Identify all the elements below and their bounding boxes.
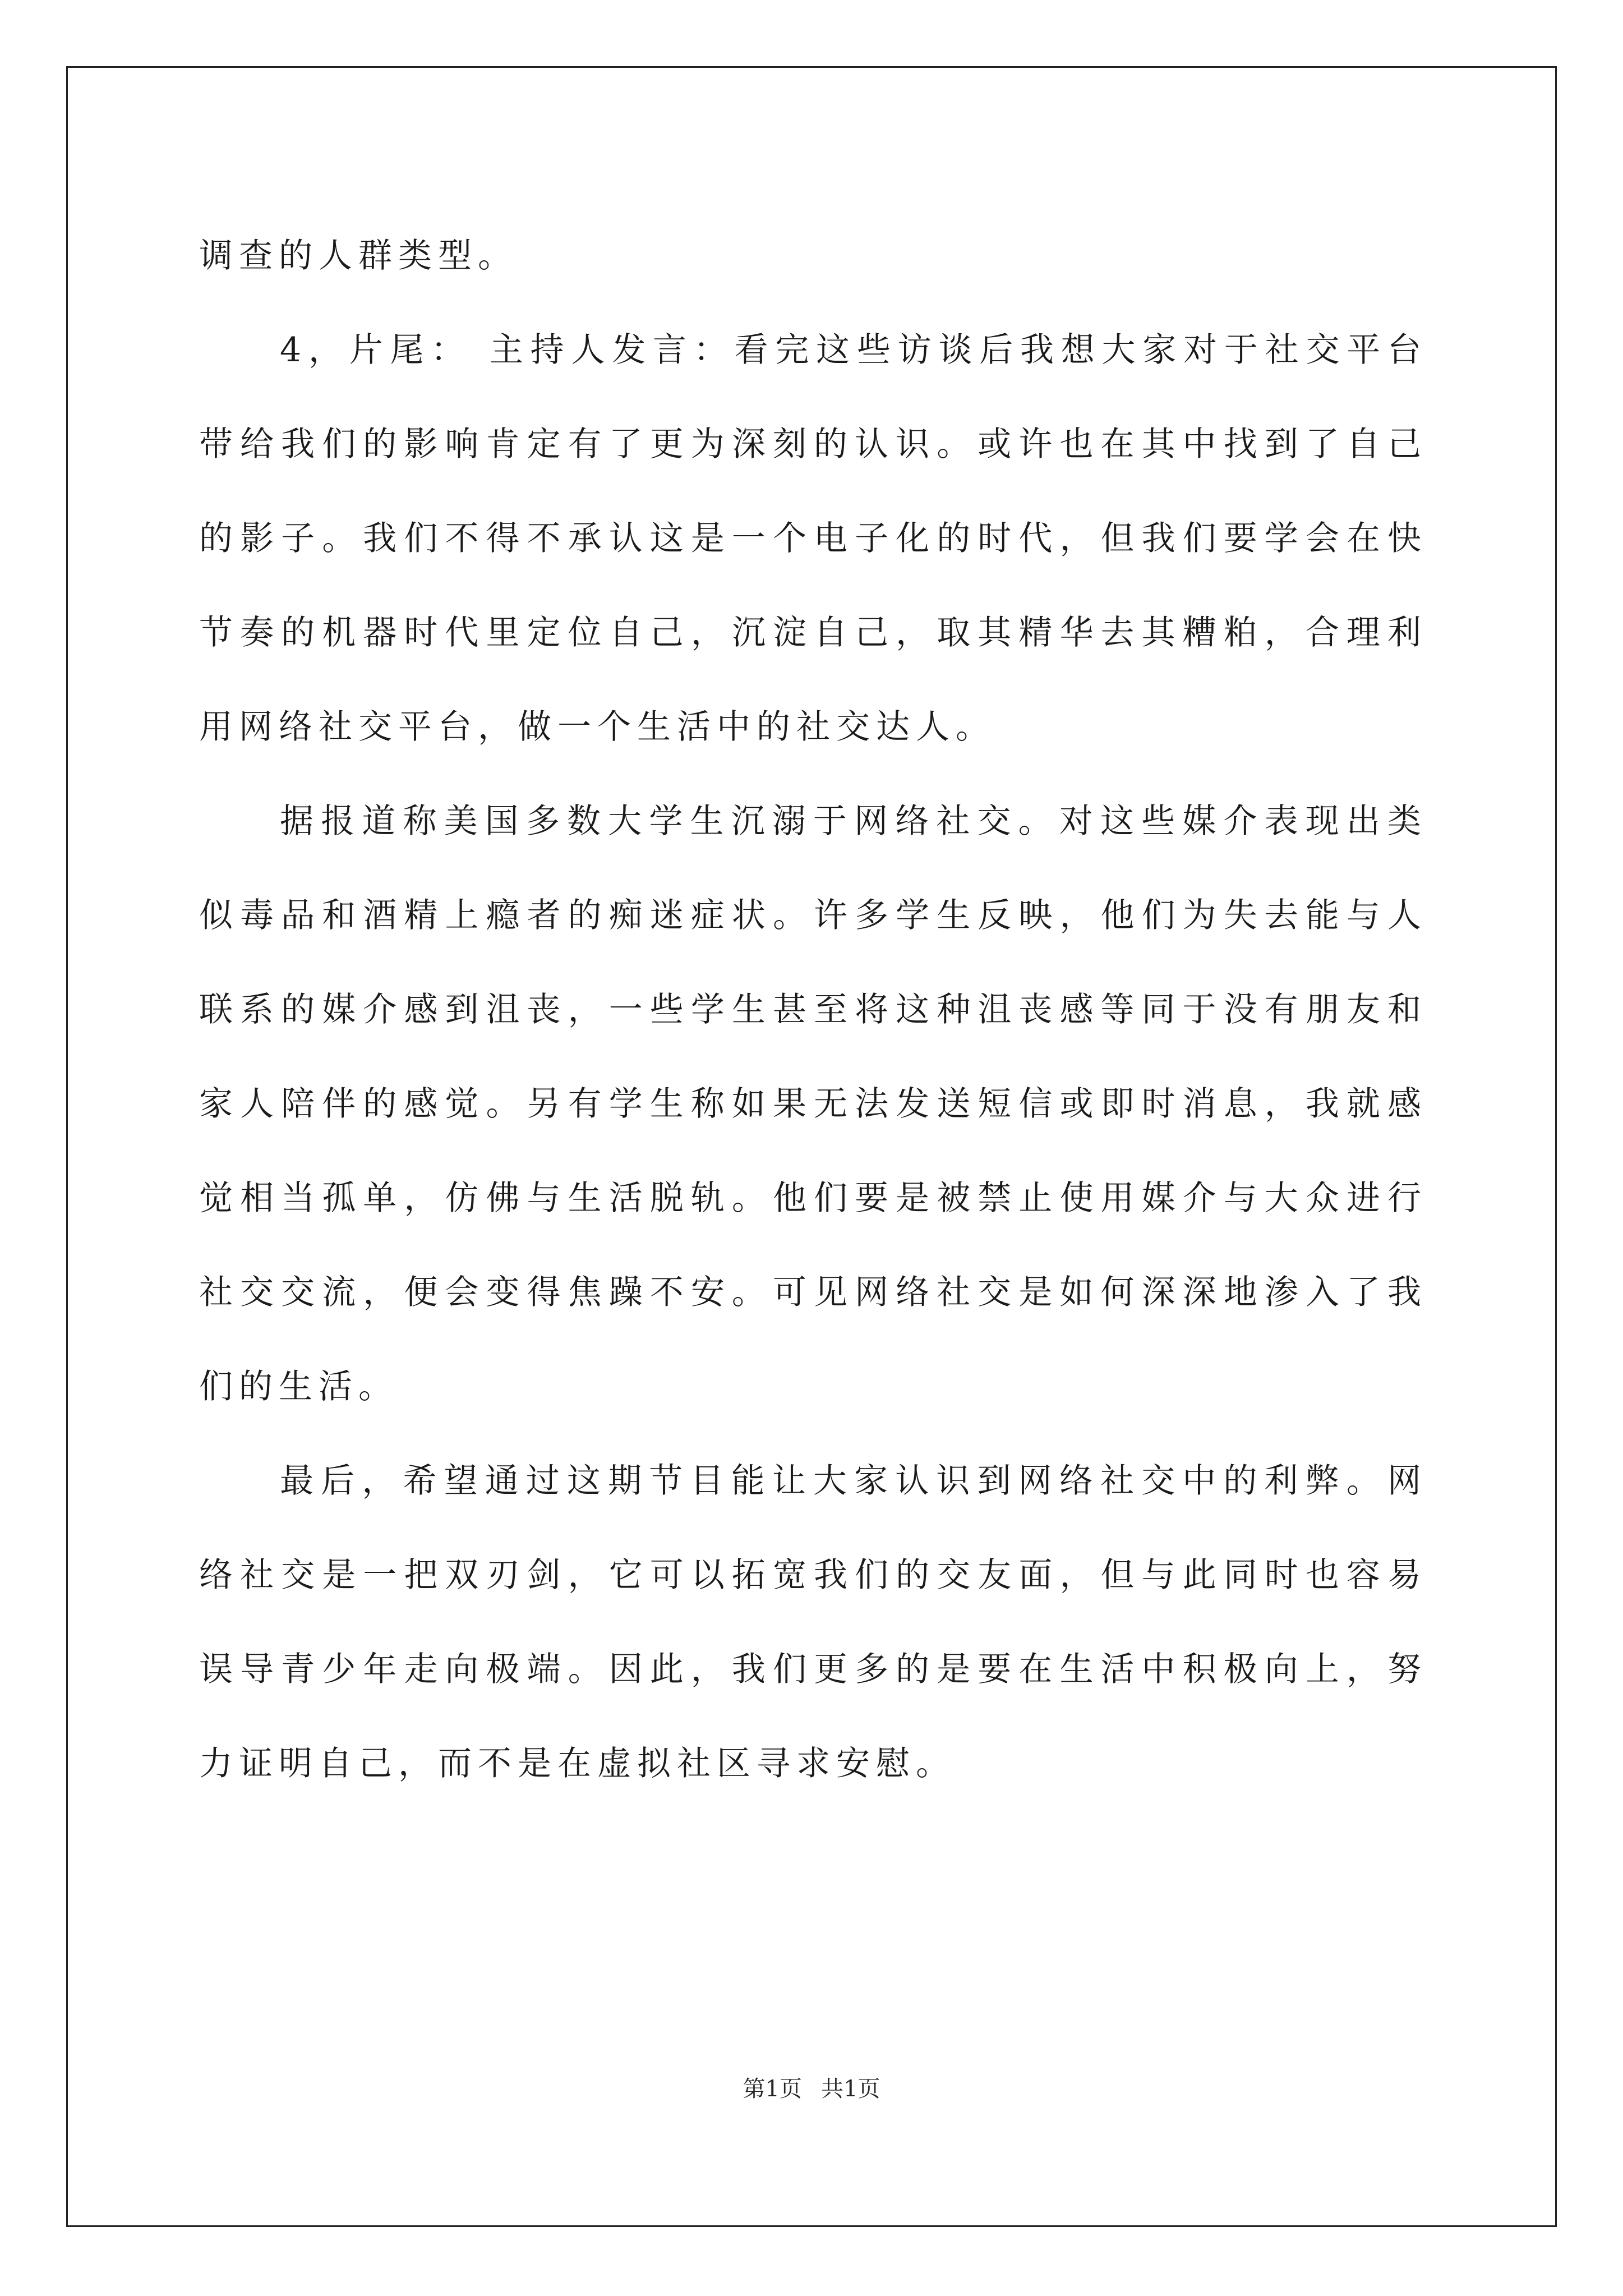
paragraph-3: 据报道称美国多数大学生沉溺于网络社交。对这些媒介表现出类似毒品和酒精上瘾者的痴迷症状。许多学生反映，他们为失去能与人联系的媒介感到沮丧，一些学生甚至将这种沮丧感等同于没有朋友和家人陪伴的感觉。另有学生称如果无法发送短信或即时消息，我就感觉相当孤单，仿佛与生活脱轨。他们要是被禁止使用媒介与大众进行社交交流，便会变得焦躁不安。可见网络社交是如何深深地渗入了我们的生活。 [199,802,1427,1406]
page-total: 共1页 [821,2076,880,2102]
paragraph-2: 4，片尾： 主持人发言：看完这些访谈后我想大家对于社交平台带给我们的影响肯定有了更为深刻的认识。或许也在其中找到了自己的影子。我们不得不承认这是一个电子化的时代，但我们要学会在快节奏的机器时代里定位自己，沉淀自己，取其精华去其糟粕，合理利用网络社交平台，做一个生活中的社交达人。 [199,330,1427,747]
paragraph-4: 最后，希望通过这期节目能让大家认识到网络社交中的利弊。网络社交是一把双刃剑，它可以拓宽我们的交友面，但与此同时也容易误导青少年走向极端。因此，我们更多的是要在生活中积极向上，努力证明自己，而不是在虚拟社区寻求安慰。 [199,1461,1427,1783]
paragraph-1: 调查的人群类型。 [199,236,518,275]
document-body [199,209,1427,1811]
page-footer [0,2073,1623,2105]
page-number: 第1页 [743,2076,802,2102]
